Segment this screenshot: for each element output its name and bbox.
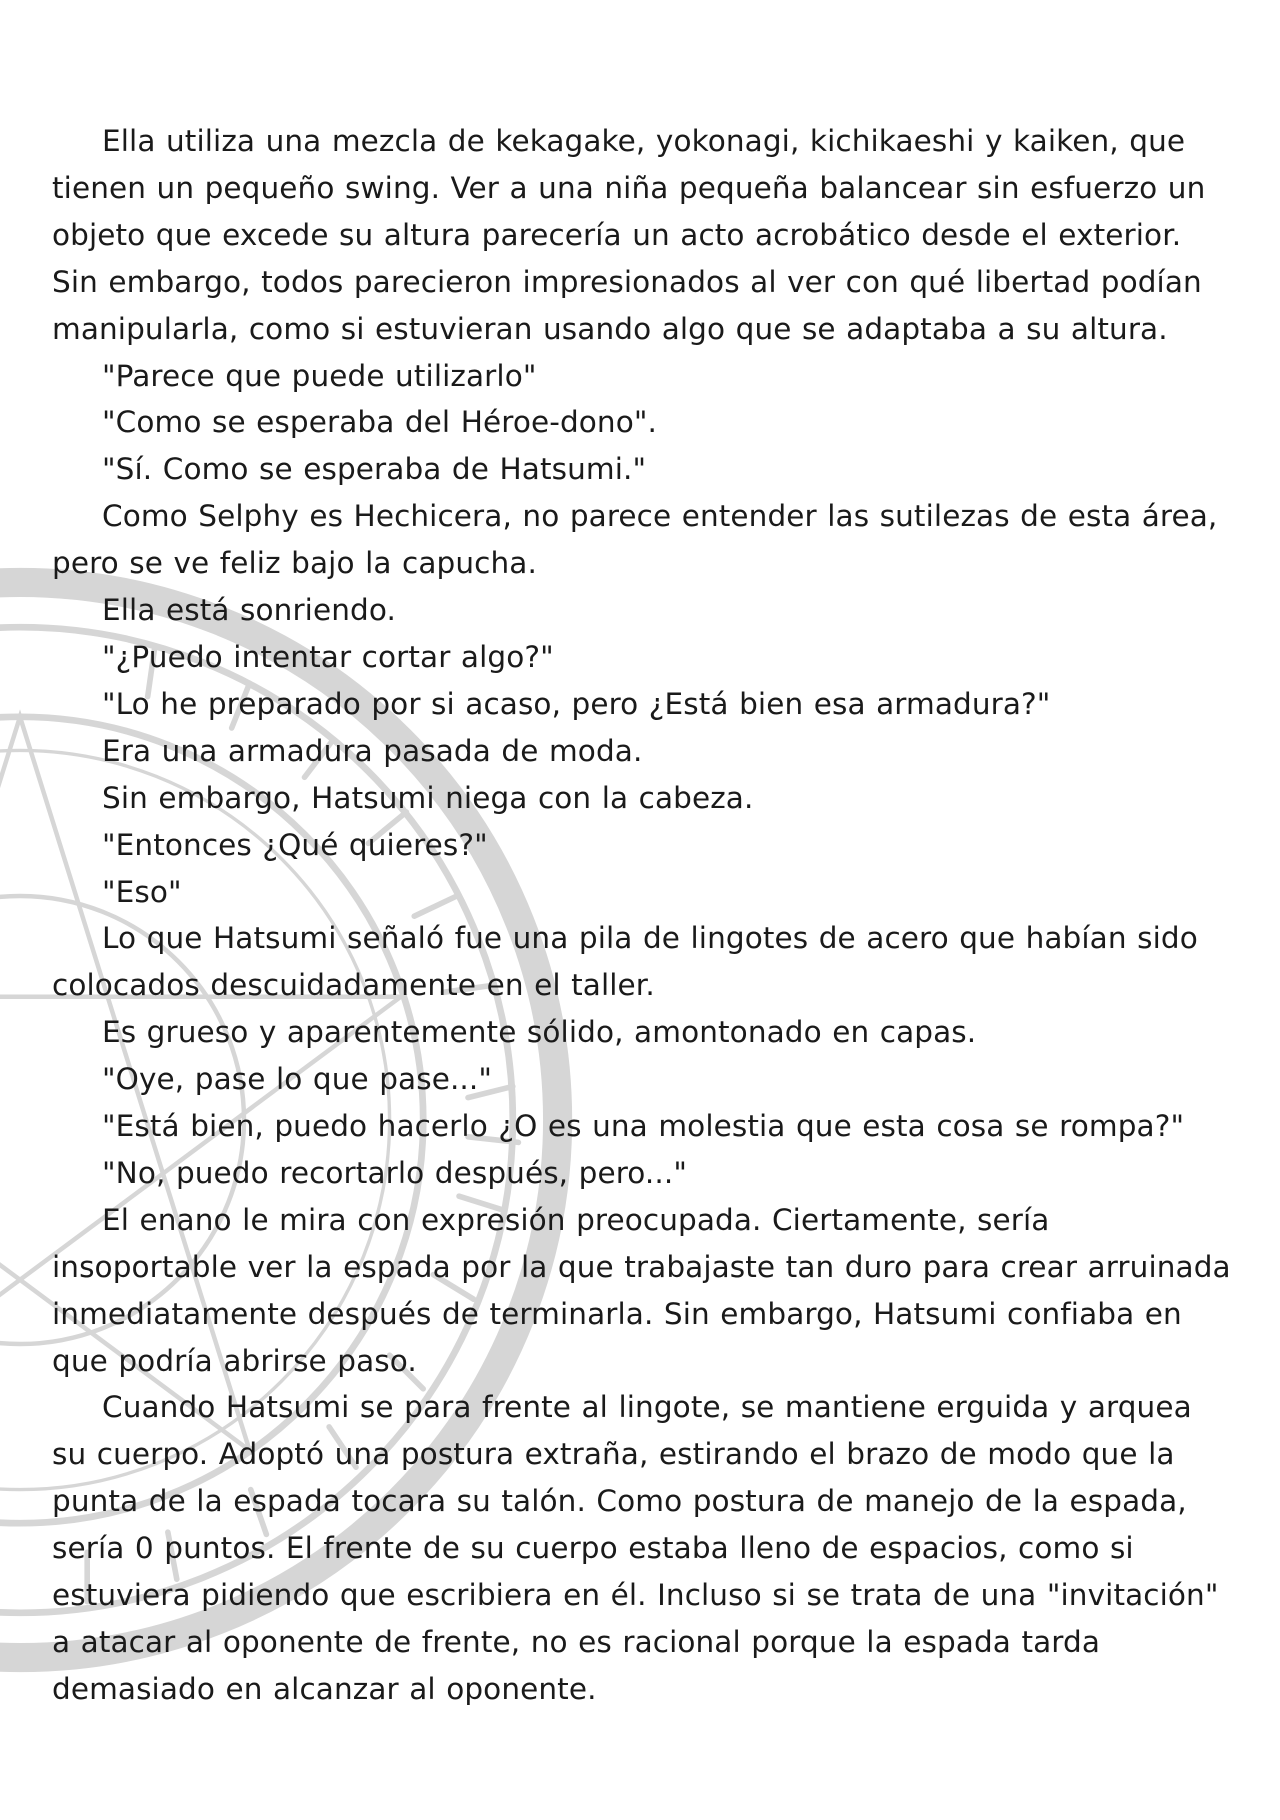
paragraph: "Entonces ¿Qué quieres?" (102, 827, 488, 862)
paragraph: "Oye, pase lo que pase..." (102, 1062, 493, 1097)
paragraph: Como Selphy es Hechicera, no parece entender las sutilezas de esta área, pero se ve feliz bajo la capucha. (52, 499, 1218, 581)
document-page (52, 118, 1232, 1713)
paragraph: "Como se esperaba del Héroe-dono". (102, 405, 658, 440)
paragraph: Era una armadura pasada de moda. (102, 733, 643, 768)
paragraph: Sin embargo, Hatsumi niega con la cabeza. (102, 780, 754, 815)
paragraph: "Sí. Como se esperaba de Hatsumi." (102, 452, 647, 487)
paragraph: Ella utiliza una mezcla de kekagake, yokonagi, kichikaeshi y kaiken, que tienen un pequeño swing. Ver a una niña pequeña balancear sin esfuerzo un objeto que excede su altura parecería un acto acrobático desde el exterior. Sin embargo, todos parecieron impresionados al ver con qué libertad podían manipularla, como si estuvieran usando algo que se adaptaba a su altura. (52, 124, 1206, 346)
paragraph: Es grueso y aparentemente sólido, amontonado en capas. (102, 1015, 977, 1050)
paragraph: Lo que Hatsumi señaló fue una pila de lingotes de acero que habían sido colocados descuidadamente en el taller. (52, 921, 1198, 1003)
paragraph: "Eso" (102, 874, 182, 909)
paragraph: Cuando Hatsumi se para frente al lingote, se mantiene erguida y arquea su cuerpo. Adoptó una postura extraña, estirando el brazo de modo que la punta de la espada tocara su talón. Como postura de manejo de la espada, sería 0 puntos. El frente de su cuerpo estaba lleno de espacios, como si estuviera pidiendo que escribiera en él. Incluso si se trata de una "invitación" a atacar al oponente de frente, no es racional porque la espada tarda demasiado en alcanzar al oponente. (52, 1390, 1219, 1706)
paragraph: "Lo he preparado por si acaso, pero ¿Está bien esa armadura?" (102, 686, 1051, 721)
paragraph: Ella está sonriendo. (102, 593, 396, 628)
paragraph: El enano le mira con expresión preocupada. Ciertamente, sería insoportable ver la espada por la que trabajaste tan duro para crear arruinada inmediatamente después de terminarla. Sin embargo, Hatsumi confiaba en que podría abrirse paso. (52, 1202, 1231, 1378)
paragraph: "No, puedo recortarlo después, pero..." (102, 1155, 688, 1190)
paragraph: "Está bien, puedo hacerlo ¿O es una molestia que esta cosa se rompa?" (102, 1109, 1185, 1144)
paragraph: "Parece que puede utilizarlo" (102, 358, 537, 393)
paragraph: "¿Puedo intentar cortar algo?" (102, 639, 554, 674)
